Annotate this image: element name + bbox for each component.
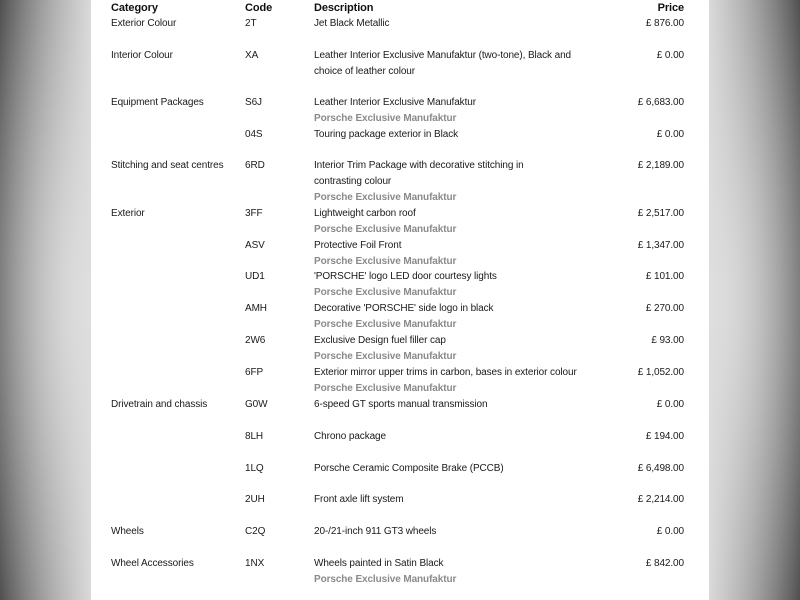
row-code: C2Q — [245, 526, 266, 537]
row-category: Wheel Accessories — [111, 558, 194, 569]
row-description-continued: choice of leather colour — [314, 66, 415, 77]
header-category: Category — [111, 2, 158, 14]
row-price: £ 2,517.00 — [637, 208, 684, 219]
row-price: £ 0.00 — [656, 129, 684, 140]
row-code: 8LH — [245, 431, 264, 442]
row-price: £ 101.00 — [645, 271, 684, 282]
row-description: Porsche Ceramic Composite Brake (PCCB) — [314, 463, 504, 474]
header-code: Code — [245, 2, 273, 14]
row-price: £ 876.00 — [645, 18, 684, 29]
row-price: £ 6,498.00 — [637, 463, 684, 474]
row-description: Wheels painted in Satin Black — [314, 558, 444, 569]
row-category: Exterior — [111, 208, 145, 219]
header-price: Price — [657, 2, 684, 14]
row-code: 04S — [245, 129, 263, 140]
right-vignette — [709, 0, 800, 600]
row-code: 2W6 — [245, 335, 266, 346]
row-subtext: Porsche Exclusive Manufaktur — [314, 224, 457, 235]
row-price: £ 2,189.00 — [637, 160, 684, 171]
row-description: Protective Foil Front — [314, 240, 402, 251]
row-subtext: Porsche Exclusive Manufaktur — [314, 113, 457, 124]
row-price: £ 93.00 — [651, 335, 684, 346]
row-code: 2T — [245, 18, 257, 29]
row-subtext: Porsche Exclusive Manufaktur — [314, 574, 457, 585]
row-category: Stitching and seat centres — [111, 160, 224, 171]
row-subtext: Porsche Exclusive Manufaktur — [314, 256, 457, 267]
row-description: 6-speed GT sports manual transmission — [314, 399, 488, 410]
row-description-continued: contrasting colour — [314, 176, 392, 187]
left-vignette — [0, 0, 91, 600]
row-code: S6J — [245, 97, 262, 108]
row-subtext: Porsche Exclusive Manufaktur — [314, 351, 457, 362]
row-code: XA — [245, 50, 259, 61]
row-description: Jet Black Metallic — [314, 18, 390, 29]
header-description: Description — [314, 2, 374, 14]
row-price: £ 1,052.00 — [637, 367, 684, 378]
row-description: Interior Trim Package with decorative stitching in — [314, 160, 524, 171]
row-subtext: Porsche Exclusive Manufaktur — [314, 383, 457, 394]
row-description: 'PORSCHE' logo LED door courtesy lights — [314, 271, 497, 282]
row-category: Drivetrain and chassis — [111, 399, 208, 410]
row-description: Front axle lift system — [314, 494, 404, 505]
row-price: £ 194.00 — [645, 431, 684, 442]
row-category: Exterior Colour — [111, 18, 177, 29]
row-description: Lightweight carbon roof — [314, 208, 416, 219]
row-code: ASV — [245, 240, 265, 251]
row-code: 3FF — [245, 208, 263, 219]
options-price-table — [91, 0, 709, 600]
row-price: £ 2,214.00 — [637, 494, 684, 505]
row-code: 2UH — [245, 494, 265, 505]
row-code: 6FP — [245, 367, 264, 378]
row-code: 1LQ — [245, 463, 264, 474]
row-price: £ 842.00 — [645, 558, 684, 569]
row-code: G0W — [245, 399, 268, 410]
row-price: £ 0.00 — [656, 399, 684, 410]
row-description: Chrono package — [314, 431, 386, 442]
row-category: Interior Colour — [111, 50, 173, 61]
row-price: £ 0.00 — [656, 526, 684, 537]
row-description: Touring package exterior in Black — [314, 129, 459, 140]
row-price: £ 1,347.00 — [637, 240, 684, 251]
row-subtext: Porsche Exclusive Manufaktur — [314, 287, 457, 298]
row-description: Exclusive Design fuel filler cap — [314, 335, 446, 346]
row-category: Wheels — [111, 526, 144, 537]
row-description: Leather Interior Exclusive Manufaktur — [314, 97, 476, 108]
row-code: UD1 — [245, 271, 265, 282]
row-description: Leather Interior Exclusive Manufaktur (two-tone), Black and — [314, 50, 572, 61]
row-subtext: Porsche Exclusive Manufaktur — [314, 319, 457, 330]
row-category: Equipment Packages — [111, 97, 204, 108]
row-price: £ 6,683.00 — [637, 97, 684, 108]
row-price: £ 270.00 — [645, 303, 684, 314]
row-description: Decorative 'PORSCHE' side logo in black — [314, 303, 494, 314]
row-description: Exterior mirror upper trims in carbon, bases in exterior colour — [314, 367, 577, 378]
row-code: 6RD — [245, 160, 265, 171]
row-subtext: Porsche Exclusive Manufaktur — [314, 192, 457, 203]
table-header — [91, 0, 709, 16]
row-code: AMH — [245, 303, 267, 314]
row-description: 20-/21-inch 911 GT3 wheels — [314, 526, 437, 537]
row-price: £ 0.00 — [656, 50, 684, 61]
row-code: 1NX — [245, 558, 265, 569]
